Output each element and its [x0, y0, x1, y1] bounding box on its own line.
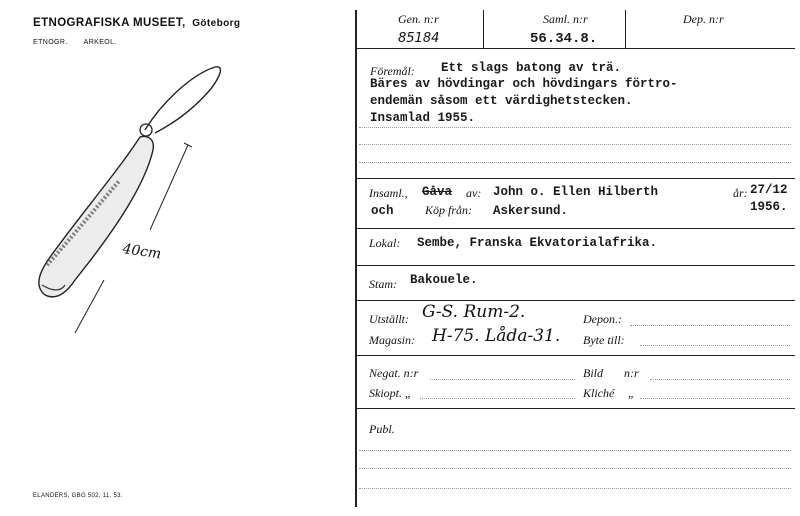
byte-till-label: Byte till:: [583, 333, 625, 347]
museum-city: Göteborg: [192, 18, 241, 29]
baton-body: [39, 137, 154, 297]
bild-label: Bild: [583, 366, 603, 380]
foremal-line-4: Insamlad 1955.: [370, 111, 476, 125]
insaml-och: och: [371, 204, 394, 218]
card-left-border: [355, 10, 357, 507]
baton-sketch: [20, 55, 260, 345]
insaml-year-line-2: 1956.: [750, 200, 788, 214]
museum-name: [33, 17, 240, 29]
lokal-label: Lokal:: [369, 236, 401, 250]
department-labels: ETNOGR. ARKEOL.: [33, 39, 117, 46]
kliche-suffix: „: [628, 386, 635, 400]
insaml-label: Insaml.,: [369, 186, 408, 200]
rule-insaml: [355, 228, 795, 229]
kop-fran-label: Köp från:: [425, 203, 473, 217]
foremal-line-1: Ett slags batong av trä.: [441, 61, 622, 75]
rule-lokal: [355, 265, 795, 266]
stam-label: Stam:: [369, 277, 397, 291]
saml-nr-label: Saml. n:r: [543, 12, 588, 26]
printer-mark: ELANDERS, GBG 502, 11. 53.: [33, 493, 123, 499]
dep-nr-label: Dep. n:r: [683, 12, 724, 26]
museum-title: ETNOGRAFISKA MUSEET,: [33, 17, 186, 29]
foremal-label: Föremål:: [370, 64, 415, 78]
rule-foremal: [355, 178, 795, 179]
rule-stam: [355, 300, 795, 301]
insaml-av-label: av:: [466, 186, 482, 200]
insaml-collector: John o. Ellen Hilberth: [493, 185, 659, 199]
kop-fran-value: Askersund.: [493, 204, 569, 218]
publ-label: Publ.: [369, 422, 395, 436]
skiopt-label: Skiopt. „: [369, 386, 412, 400]
gen-nr-label: Gen. n:r: [398, 12, 439, 26]
gen-nr-value: 85184: [398, 31, 440, 46]
saml-nr-value: 56.34.8.: [530, 31, 598, 47]
rule-magasin: [355, 355, 795, 356]
utstallt-value: G-S. Rum-2.: [422, 302, 526, 322]
foremal-line-3: endemän såsom ett värdighetstecken.: [370, 94, 633, 108]
insaml-year-line-1: 27/12: [750, 183, 788, 197]
depon-label: Depon.:: [583, 312, 622, 326]
divider-1: [483, 10, 484, 48]
rule-header: [355, 48, 795, 49]
measure-line-top: [150, 145, 188, 230]
stam-value: Bakouele.: [410, 273, 478, 287]
insaml-ar-label: år:: [733, 186, 748, 200]
cord-loop: [145, 67, 220, 133]
kliche-label: Kliché: [583, 386, 615, 400]
rule-negat: [355, 408, 795, 409]
utstallt-label: Utställt:: [369, 312, 410, 326]
negat-label: Negat. n:r: [369, 366, 419, 380]
lokal-value: Sembe, Franska Ekvatorialafrika.: [417, 236, 658, 250]
cord-knot: [140, 124, 152, 136]
measure-line-bottom: [75, 280, 104, 333]
insaml-struck-word: Gåva: [422, 185, 453, 199]
bild-suffix: n:r: [624, 366, 639, 380]
measure-label: 40cm: [121, 241, 163, 263]
divider-2: [625, 10, 626, 48]
magasin-label: Magasin:: [369, 333, 415, 347]
magasin-value: H-75. Låda-31.: [432, 326, 561, 346]
foremal-line-2: Bäres av hövdingar och hövdingars förtro-: [370, 77, 678, 91]
